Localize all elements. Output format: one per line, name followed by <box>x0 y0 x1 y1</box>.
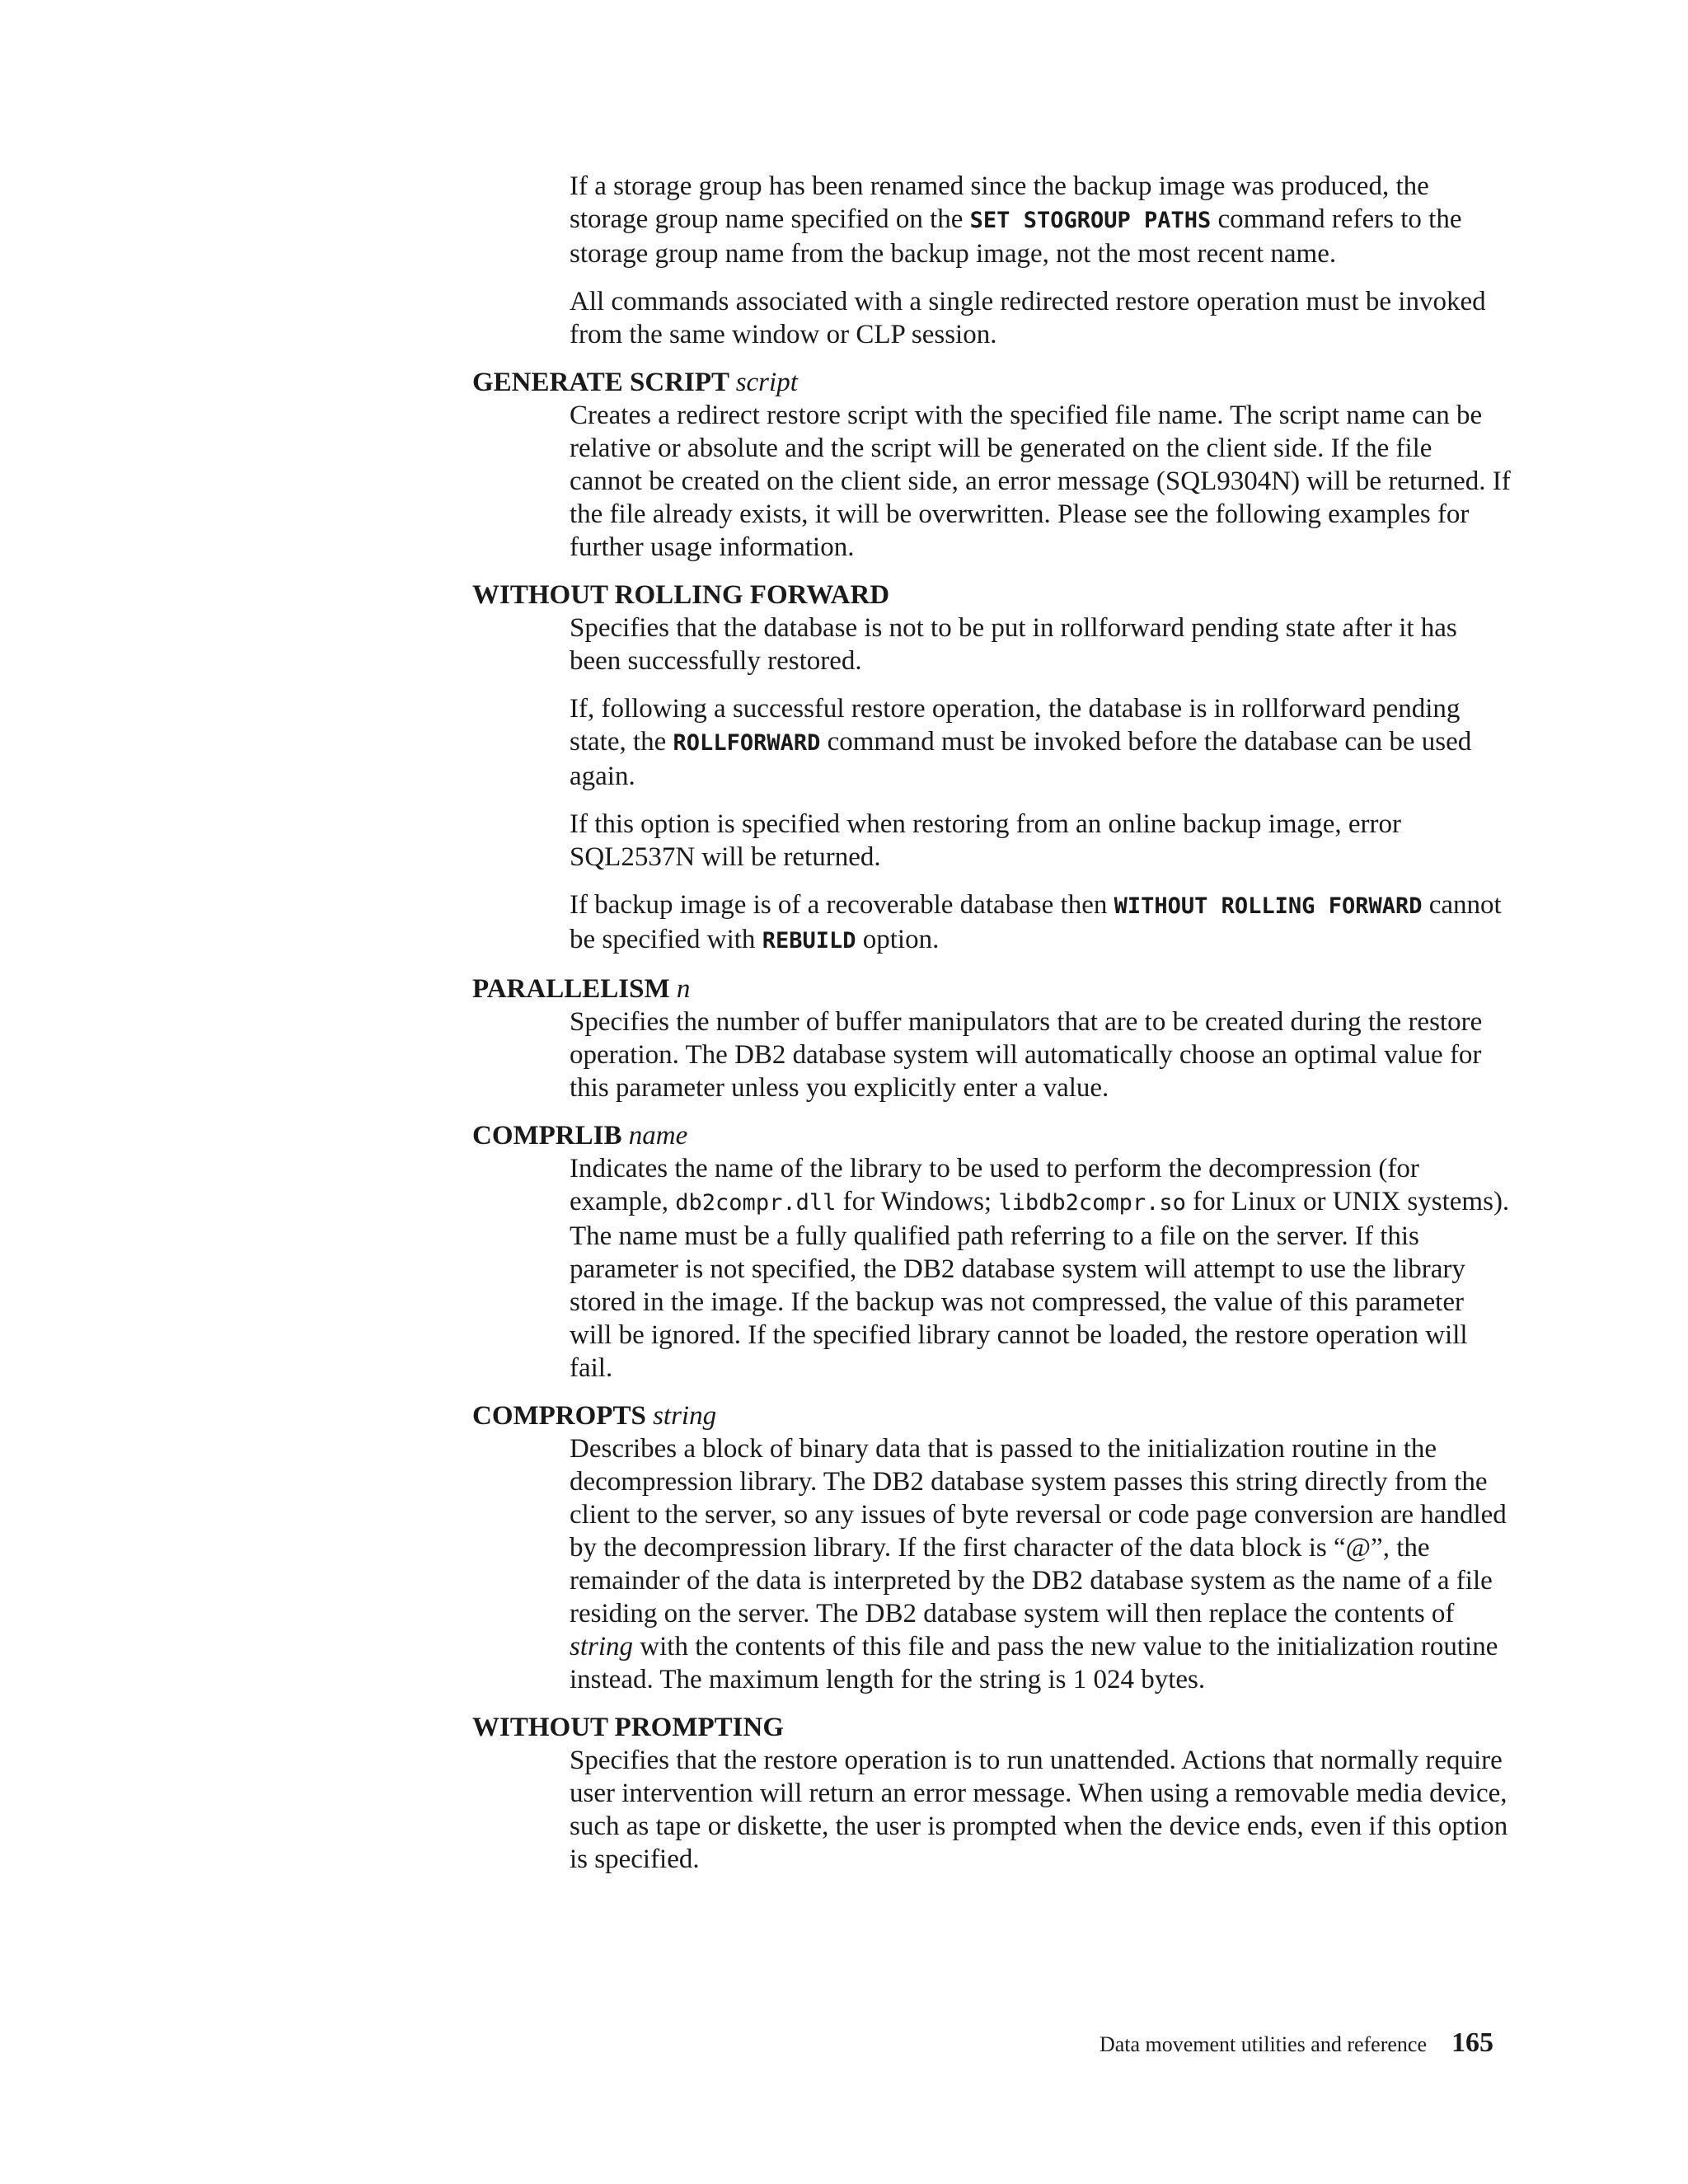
generate-script-description <box>570 399 1511 564</box>
without-prompting-description <box>570 1744 1511 1876</box>
intro-section <box>570 170 1511 351</box>
term-without-prompting: WITHOUT PROMPTING <box>472 1713 785 1742</box>
paragraph: Specifies the number of buffer manipulators that are to be created during the restore operation. The DB2 database system will automatically choose an optimal value for this parameter unless you explicitly enter a value. <box>570 1007 1483 1103</box>
term-generate-script: GENERATE SCRIPT script <box>472 368 798 397</box>
paragraph: Indicates the name of the library to be used to perform the decompression (for example, db2compr.dll for Windows; libdb2compr.so for Linux or UNIX systems). The name must be a fully qualified path referring to a file on the server. If this parameter is not specified, the DB2 database system will attempt to use the library stored in the image. If the backup was not compressed, the value of this parameter will be ignored. If the specified library cannot be loaded, the restore operation will fail. <box>570 1154 1510 1383</box>
command-keyword: WITHOUT ROLLING FORWARD <box>1114 893 1423 919</box>
term-parameter: n <box>676 974 691 1004</box>
parallelism-description <box>570 1005 1511 1104</box>
command-keyword: ROLLFORWARD <box>673 730 821 756</box>
term-parameter: string <box>653 1401 717 1431</box>
comprlib-description <box>570 1152 1511 1385</box>
footer-title: Data movement utilities and reference <box>1099 2032 1427 2056</box>
term-parameter: script <box>735 368 798 397</box>
term-parameter: name <box>628 1121 688 1151</box>
paragraph: Creates a redirect restore script with the specified file name. The script name can be relative or absolute and the script will be generated on the client side. If the file cannot be created on the client side, an error message (SQL9304N) will be returned. If the file already exists, it will be overwritten. Please see the following examples for further usage information. <box>570 401 1511 562</box>
file-name: libdb2compr.so <box>998 1190 1186 1216</box>
paragraph: If, following a successful restore operation, the database is in rollforward pending state, the ROLLFORWARD command must be invoked before the database can be used again. <box>570 694 1472 791</box>
intro-paragraph-1: If a storage group has been renamed since the backup image was produced, the storage group name specified on the SET STOGROUP PATHS command refers to the storage group name from the backup image, not the most recent name. <box>570 171 1462 269</box>
paragraph: Specifies that the restore operation is to run unattended. Actions that normally require user intervention will return an error message. When using a removable media device, such as tape or diskette, the user is prompted when the device ends, even if this option is specified. <box>570 1746 1508 1874</box>
paragraph: If backup image is of a recoverable database then WITHOUT ROLLING FORWARD cannot be specified with REBUILD option. <box>570 890 1502 954</box>
command-keyword: REBUILD <box>762 928 856 954</box>
term-comprOpts: COMPROPTS string <box>472 1401 717 1431</box>
term-without-rolling-forward: WITHOUT ROLLING FORWARD <box>472 580 890 610</box>
command-keyword: SET STOGROUP PATHS <box>969 208 1212 233</box>
without-rolling-forward-description <box>570 612 1511 958</box>
comprOpts-description <box>570 1432 1511 1696</box>
paragraph: Specifies that the database is not to be put in rollforward pending state after it has been successfully restored. <box>570 613 1457 676</box>
term-comprlib: COMPRLIB name <box>472 1121 688 1151</box>
intro-paragraph-2: All commands associated with a single redirected restore operation must be invoked from the same window or CLP session. <box>570 287 1486 349</box>
paragraph: Describes a block of binary data that is passed to the initialization routine in the decompression library. The DB2 database system passes this string directly from the client to the server, so any issues of byte reversal or code page conversion are handled by the decompression library. If the first character of the data block is “@”, the remainder of the data is interpreted by the DB2 database system as the name of a file residing on the server. The DB2 database system will then replace the contents of string with the contents of this file and pass the new value to the initialization routine instead. The maximum length for the string is 1 024 bytes. <box>570 1434 1507 1694</box>
page-number: 165 <box>1451 2027 1493 2058</box>
paragraph: If this option is specified when restoring from an online backup image, error SQL2537N will be returned. <box>570 809 1401 872</box>
file-name: db2compr.dll <box>675 1190 837 1216</box>
page-content <box>472 170 1511 1891</box>
italic-parameter: string <box>570 1632 634 1661</box>
term-parallelism: PARALLELISM n <box>472 974 691 1004</box>
page-footer <box>1100 2027 1493 2059</box>
